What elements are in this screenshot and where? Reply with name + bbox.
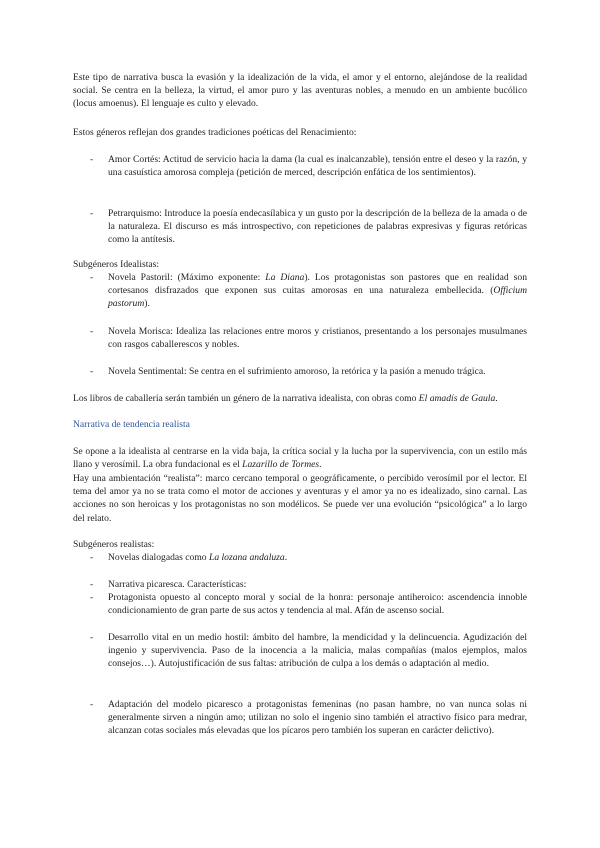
work-title: La Diana (265, 272, 305, 283)
list-item-text: Adaptación del modelo picaresco a protagonistas femeninas (no pasan hambre, no van nunca solas ni generalmente sirven a ningún amo; utilizan no solo el ingenio sino también el atractivo físico para medrar, alcanzan cotas sociales más elevadas que los pícaros pero también los superan en carácter delictivo). (108, 699, 527, 737)
list-item-protagonista (90, 591, 527, 617)
list-dash: - (90, 326, 94, 337)
list-item-desarrollo-vital (90, 631, 527, 671)
list-item-text: Narrativa picaresca. Características: (108, 579, 247, 590)
realista-paragraph-2: Hay una ambientación “realista”: marco cercano temporal o geográficamente, o percibido verosímil por el lector. El tema del amor ya no se trata como el motor de acciones y aventuras y el amor ya no es idealizado, sino carnal. Las acciones no son heroicas y los protagonistas no son modélicos. Se puede ver una evolución “psicológica” a lo largo del relato. (73, 473, 527, 524)
list-item-text: Protagonista opuesto al concepto moral y social de la honra: personaje antiheroico: ascendencia innoble condicionamiento de gran parte de sus actos y tendencia al mal. Afán de ascenso social. (108, 592, 527, 617)
list-item-text: Desarrollo vital en un medio hostil: ámbito del hambre, la mendicidad y la delincuencia. Agudización del ingenio y supervivencia. Paso de la inocencia a la malicia, malas compañías (malos ejemplos, malos consejos…). Autojustificación de sus faltas: atribución de culpa a los demás o adaptación al medio. (108, 632, 527, 670)
list-item-petrarquismo (90, 207, 527, 247)
list-dash: - (90, 552, 94, 563)
list-item-novelas-dialogadas (90, 551, 527, 564)
work-title: El amadís de Gaula (418, 393, 496, 404)
list-item-text: Novela Pastoril: (Máximo exponente: La Diana). Los protagonistas son pastores que en realidad son cortesanos disfrazados que exponen sus cuitas amorosas en una naturaleza embellecida. (Officium pastorum). (108, 272, 527, 310)
list-item-adaptacion-femenina (90, 698, 527, 738)
list-dash: - (90, 154, 94, 165)
list-item-novela-pastoril (90, 271, 527, 311)
section-heading-realista: Narrativa de tendencia realista (73, 419, 190, 430)
list-dash: - (90, 699, 94, 710)
list-dash: - (90, 579, 94, 590)
list-item-text: Novelas dialogadas como La lozana andaluza. (108, 552, 288, 563)
work-title: Lazarillo de Tormes (242, 459, 320, 471)
traditions-intro: Estos géneros reflejan dos grandes tradiciones poéticas del Renacimiento: (73, 127, 357, 138)
list-item-text: Novela Morisca: Idealiza las relaciones entre moros y cristianos, presentando a los personajes musulmanes con rasgos caballerescos y nobles. (108, 326, 527, 351)
list-item-novela-morisca (90, 325, 527, 351)
list-item-novela-sentimental (90, 365, 527, 378)
realistas-heading: Subgéneros realistas: (73, 539, 155, 550)
list-item-text: Petrarquismo: Introduce la poesía endecasílabica y un gusto por la descripción de la belleza de la amada o de la naturaleza. El discurso es más introspectivo, con repeticiones de palabras expresivas y figuras retóricas como la antítesis. (108, 208, 527, 246)
intro-paragraph: Este tipo de narrativa busca la evasión y la idealización de la vida, el amor y el entorno, alejándose de la realidad social. Se centra en la belleza, la virtud, el amor puro y las aventuras nobles, a menudo en un ambiente bucólico (locus amoenus). El lenguaje es culto y elevado. (73, 72, 527, 110)
list-item-picaresca (90, 578, 527, 591)
list-dash: - (90, 272, 94, 283)
work-title: La lozana andaluza (208, 552, 285, 563)
list-item-text: Amor Cortés: Actitud de servicio hacia la dama (la cual es inalcanzable), tensión entre el deseo y la razón, y una casuística amorosa compleja (petición de merced, descripción enfática de los sentimientos). (108, 154, 527, 179)
list-dash: - (90, 592, 94, 603)
realista-paragraph-1: Se opone a la idealista al centrarse en la vida baja, la crítica social y la lucha por la supervivencia, con un estilo más llano y verosímil. La obra fundacional es el Lazarillo de Tormes. (73, 446, 527, 471)
list-dash: - (90, 632, 94, 643)
list-dash: - (90, 366, 94, 377)
list-dash: - (90, 208, 94, 219)
idealistas-heading: Subgéneros Idealistas: (73, 259, 160, 270)
caballeria-paragraph: Los libros de caballería serán también un género de la narrativa idealista, con obras como El amadís de Gaula. (73, 393, 498, 404)
work-title: Officium pastorum (108, 285, 527, 310)
list-item-amor-cortes (90, 153, 527, 179)
list-item-text: Novela Sentimental: Se centra en el sufrimiento amoroso, la retórica y la pasión a menudo trágica. (108, 366, 486, 377)
